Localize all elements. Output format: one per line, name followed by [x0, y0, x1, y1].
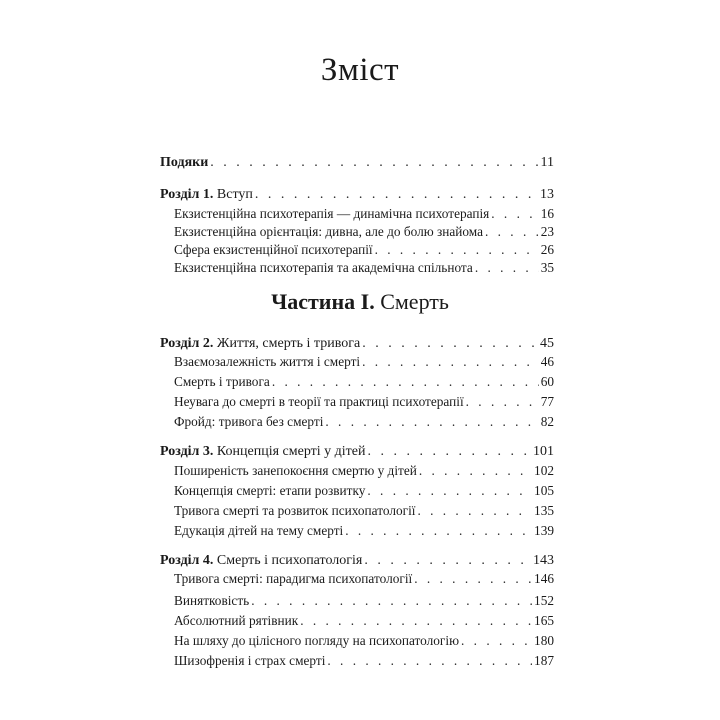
toc-section-title: Смерть і тривога — [174, 374, 270, 389]
toc-section-title: Екзистенційна орієнтація: дивна, але до болю знайома — [174, 224, 483, 239]
toc-section — [174, 258, 554, 278]
leader-dots — [461, 631, 532, 651]
toc-chapter-number: Розділ 2. — [160, 336, 214, 351]
toc-chapter-4 — [160, 551, 554, 571]
page-number: 16 — [540, 206, 554, 221]
page-number: 26 — [540, 242, 554, 257]
toc-chapter-number: Розділ 1. — [160, 187, 214, 202]
page-number: 82 — [540, 414, 554, 429]
page-number: 60 — [540, 374, 554, 389]
page-number: 165 — [534, 613, 554, 628]
toc-entry-bold: Подяки — [160, 155, 209, 170]
page-title: Зміст — [320, 52, 400, 88]
leader-dots — [368, 442, 531, 462]
leader-dots — [485, 222, 539, 242]
leader-dots — [491, 204, 538, 224]
toc-section — [174, 521, 554, 541]
toc-chapter-3 — [160, 442, 554, 462]
toc-section — [174, 412, 554, 432]
toc-chapter-2 — [160, 334, 554, 354]
toc-section — [174, 569, 554, 589]
toc-entry-acknowledgements — [160, 153, 554, 173]
toc-chapter-title: Життя, смерть і тривога — [216, 336, 361, 351]
toc-chapter-number: Розділ 3. — [160, 444, 214, 459]
toc-section — [174, 631, 554, 651]
toc-section-title: Шизофренія і страх смерті — [174, 653, 326, 668]
toc-section-title: Абсолютний рятівник — [174, 613, 299, 628]
leader-dots — [327, 651, 532, 671]
toc-section — [174, 372, 554, 392]
toc-chapter-title: Смерть і психопатологія — [216, 553, 363, 568]
page-number: 13 — [540, 187, 554, 202]
page-number: 135 — [534, 503, 554, 518]
leader-dots — [417, 501, 532, 521]
toc-section — [174, 204, 554, 224]
toc-section-title: Едукація дітей на тему смерті — [174, 523, 344, 538]
toc-section-title: Екзистенційна психотерапія та академічна спільнота — [174, 260, 473, 275]
toc-section-title: На шляху до цілісного погляду на психопатологію — [174, 633, 460, 648]
leader-dots — [345, 521, 532, 541]
leader-dots — [375, 240, 539, 260]
toc-section — [174, 591, 554, 611]
toc-section — [174, 392, 554, 412]
toc-section — [174, 222, 554, 242]
page-number: 187 — [534, 653, 554, 668]
toc-section — [174, 651, 554, 671]
toc-section-title: Сфера екзистенційної психотерапії — [174, 242, 373, 257]
leader-dots — [466, 392, 539, 412]
toc-chapter-title: Вступ — [216, 187, 253, 202]
leader-dots — [364, 551, 531, 571]
part-number: Частина I. — [271, 289, 375, 314]
leader-dots — [414, 569, 532, 589]
toc-chapter-title: Концепція смерті у дітей — [216, 444, 366, 459]
leader-dots — [419, 461, 532, 481]
leader-dots — [255, 185, 538, 205]
toc-chapter-1 — [160, 185, 554, 205]
toc-chapter-number: Розділ 4. — [160, 553, 214, 568]
leader-dots — [325, 412, 538, 432]
page-number: 101 — [533, 444, 554, 459]
page-number: 139 — [534, 523, 554, 538]
page-number: 77 — [540, 394, 554, 409]
toc-section-title: Тривога смерті та розвиток психопатології — [174, 503, 416, 518]
page-number: 35 — [540, 260, 554, 275]
toc-section-title: Винятковість — [174, 593, 250, 608]
toc-section — [174, 352, 554, 372]
page-number: 45 — [540, 336, 554, 351]
toc-section — [174, 501, 554, 521]
page-number: 11 — [540, 155, 554, 170]
leader-dots — [210, 153, 538, 173]
leader-dots — [367, 481, 532, 501]
page-number: 180 — [534, 633, 554, 648]
leader-dots — [300, 611, 532, 631]
page-number: 143 — [533, 553, 554, 568]
toc-section-title: Тривога смерті: парадигма психопатології — [174, 571, 413, 586]
page-number: 102 — [534, 463, 554, 478]
leader-dots — [272, 372, 539, 392]
page-number: 146 — [534, 571, 554, 586]
leader-dots — [475, 258, 539, 278]
leader-dots — [362, 334, 538, 354]
part-title — [0, 289, 720, 315]
toc-section-title: Фройд: тривога без смерті — [174, 414, 324, 429]
page-number: 152 — [534, 593, 554, 608]
toc-section-title: Концепція смерті: етапи розвитку — [174, 483, 366, 498]
page-number: 23 — [540, 224, 554, 239]
toc-section — [174, 240, 554, 260]
toc-section — [174, 481, 554, 501]
toc-section-title: Екзистенційна психотерапія — динамічна психотерапія — [174, 206, 490, 221]
toc-section-title: Поширеність занепокоєння смертю у дітей — [174, 463, 417, 478]
toc-section-title: Взаємозалежність життя і смерті — [174, 354, 361, 369]
leader-dots — [251, 591, 532, 611]
page-number: 105 — [534, 483, 554, 498]
page-number: 46 — [540, 354, 554, 369]
part-name: Смерть — [380, 289, 449, 314]
toc-section — [174, 611, 554, 631]
toc-section — [174, 461, 554, 481]
toc-section-title: Неувага до смерті в теорії та практиці психотерапії — [174, 394, 464, 409]
leader-dots — [362, 352, 539, 372]
